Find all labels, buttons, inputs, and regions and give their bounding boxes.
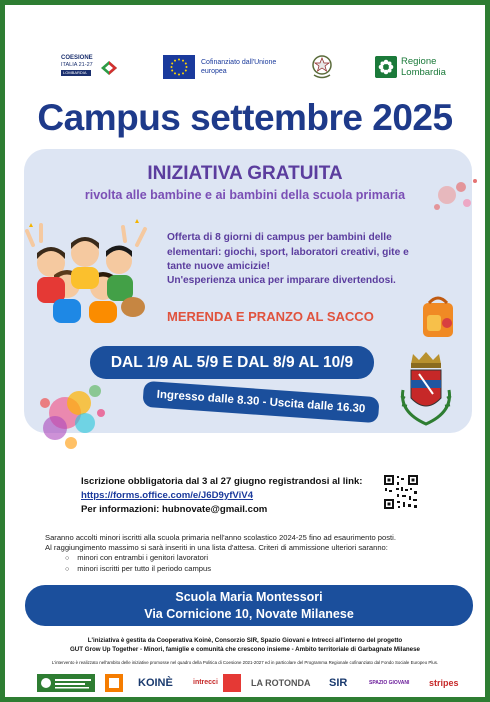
eu-logo-text: Cofinanziato dall'Unione europea xyxy=(201,59,277,75)
funding-note: L'intervento è realizzato nell'ambito delle iniziative promosse nel quadro della Politica di Coesione 2021-2027 ed in particolare del Programma Regionale cofinanziato dal Fondo Sociale Europeo Plus. xyxy=(51,660,439,665)
registration-link[interactable]: https://forms.office.com/e/J6D9yfViV4 xyxy=(81,490,254,501)
offer-description: Offerta di 8 giorni di campus per bambini delle elementari: giochi, sport, laboratori creativi, gite e tante nuove amicizie! xyxy=(167,232,409,272)
info-email: Per informazioni: hubnovate@gmail.com xyxy=(81,504,268,515)
confetti-decoration xyxy=(427,173,482,221)
paint-splash-decoration xyxy=(35,373,113,463)
management-credits: L'iniziativa è gestita da Cooperativa Koinè, Consorzio SIR, Spazio Giovani e Intrecci all'interno del progetto GUT Grow Up Together - Minori, famiglie e comunità che crescono insieme - Ambito territoriale di Garbagnate Milanese xyxy=(69,637,420,653)
audience-subheading: rivolta alle bambine e ai bambini della scuola primaria xyxy=(84,188,406,202)
registration-text: Iscrizione obbligatoria dal 3 al 27 giugno registrandosi al link: xyxy=(81,476,363,487)
lunch-bag-icon xyxy=(417,293,459,341)
logos-row xyxy=(5,49,485,89)
list-item: ○ minori con entrambi i genitori lavoratori xyxy=(65,553,465,564)
stripes-logo: stripes xyxy=(429,678,459,688)
children-illustration xyxy=(23,215,153,325)
la-rotonda-logo: LA ROTONDA xyxy=(251,678,311,688)
novate-milanese-crest-icon xyxy=(397,350,455,432)
spazio-giovani-logo: SPAZIO GIOVANI xyxy=(369,680,410,686)
regione-lombardia-logo: Regione Lombardia xyxy=(375,55,465,81)
page-title: Campus settembre 2025 xyxy=(37,97,453,138)
free-initiative-heading: INIZIATIVA GRATUITA xyxy=(147,163,343,184)
offer-tagline: Un'esperienza unica per imparare divertendosi. xyxy=(167,275,396,286)
qr-code-icon xyxy=(383,474,419,510)
list-item: ○ minori iscritti per tutto il periodo campus xyxy=(65,564,465,575)
lombardia-rose-icon xyxy=(375,56,397,78)
partner-logos xyxy=(33,672,473,694)
hours-badge: Ingresso dalle 8.30 - Uscita dalle 16.30 xyxy=(142,381,379,423)
partner-icon xyxy=(223,674,241,692)
koine-logo: KOINÈ xyxy=(138,677,173,689)
eu-cofinanced-logo xyxy=(163,55,277,81)
garbagnate-comuni-logo xyxy=(37,674,95,692)
admission-info: Saranno accolti minori iscritti alla scuola primaria nell'anno scolastico 2024-25 fino ad esaurimento posti. Al raggiungimento massimo si sarà inseriti in una lista d'attesa. Criteri di ammissione ulteriori saranno: ○ minori con entrambi i genitori lavoratori ○ minori iscritti per tutto il periodo campus xyxy=(45,533,465,575)
coesione-mark-icon xyxy=(99,59,119,77)
meals-note: MERENDA E PRANZO AL SACCO xyxy=(167,309,374,324)
eu-flag-icon xyxy=(163,55,195,79)
coesione-italia-logo: COESIONE ITALIA 21-27 LOMBARDIA xyxy=(61,55,123,81)
school-address: Via Cornicione 10, Novate Milanese xyxy=(144,607,354,621)
school-name: Scuola Maria Montessori xyxy=(175,590,323,604)
sir-logo: SIR xyxy=(329,677,348,689)
campus-dates-badge: DAL 1/9 AL 5/9 E DAL 8/9 AL 10/9 xyxy=(90,346,374,379)
partner-icon xyxy=(105,674,123,692)
admission-criteria-list xyxy=(65,553,465,575)
registration-block xyxy=(81,475,362,517)
italian-republic-emblem-icon xyxy=(311,53,333,81)
intrecci-logo: intrecci xyxy=(193,679,218,686)
school-location-banner xyxy=(25,585,473,626)
flyer-page xyxy=(5,5,485,697)
